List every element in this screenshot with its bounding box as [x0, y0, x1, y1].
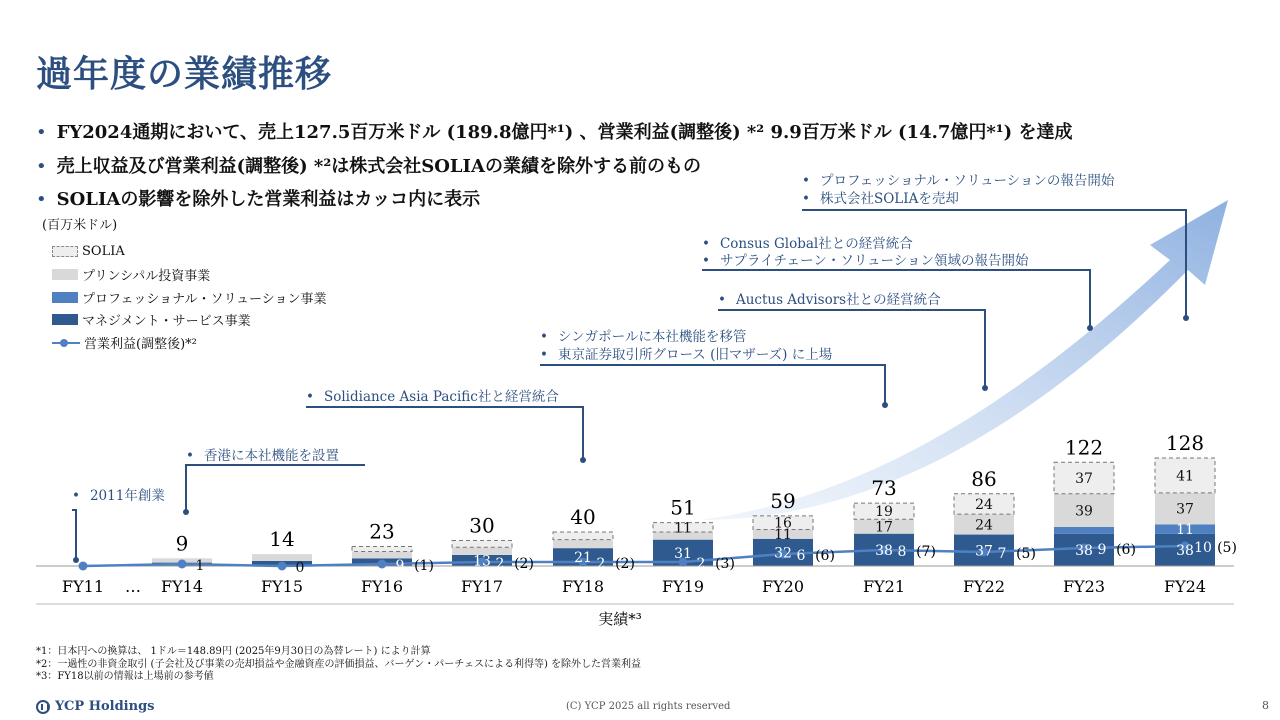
x-tick-label: FY17: [460, 577, 504, 596]
annotation-hongkong: • 香港に本社機能を設置: [186, 448, 339, 464]
x-tick-label: …: [125, 577, 141, 596]
leader-solidiance: [306, 407, 583, 460]
anchor-dot-solidiance: [580, 457, 586, 463]
annotation-text: 東京証券取引所グロース (旧マザーズ) に上場: [557, 347, 833, 363]
legend-label: 営業利益(調整後)*²: [84, 337, 197, 352]
page-number: 8: [1262, 699, 1269, 712]
bullet-text: SOLIAの影響を除外した営業利益はカッコ内に表示: [56, 189, 481, 210]
bullet-text: 売上収益及び営業利益(調整後) *²は株式会社SOLIAの業績を除外する前のもの: [56, 156, 701, 177]
legend-label: SOLIA: [82, 244, 125, 259]
operating-profit-label: 2: [596, 556, 606, 572]
x-tick-label: FY21: [862, 577, 906, 596]
x-tick-label: FY20: [761, 577, 805, 596]
operating-profit-ex-solia-label: (7): [916, 544, 936, 560]
bar-total-label: 40: [570, 505, 596, 529]
bar-value-label: 37: [1075, 471, 1093, 488]
footnotes: [36, 646, 641, 684]
anchor-dot-founded: [73, 557, 79, 563]
bar-value-label: 38: [875, 542, 893, 559]
annotation-supplychain: • サプライチェーン・ソリューション領域の報告開始: [702, 253, 1029, 269]
x-tick-label: FY11: [61, 577, 105, 596]
bar-solia: [452, 541, 512, 548]
anchor-dot-hongkong: [183, 509, 189, 515]
ycp-logo-icon: [36, 700, 50, 714]
bar-value-label: 16: [774, 515, 792, 532]
bar-value-label: 32: [774, 545, 792, 562]
legend-label: マネジメント・サービス事業: [82, 314, 251, 329]
bar-value-label: 37: [1176, 501, 1194, 518]
anchor-dot-consus: [1087, 325, 1093, 331]
bar-value-label: 21: [574, 550, 592, 567]
bullet-text: FY2024通期において、売上127.5百万米ドル (189.8億円*¹) 、営業利益(調整後) *² 9.9百万米ドル (14.7億円*¹) を達成: [56, 122, 1073, 143]
x-tick-label: FY22: [962, 577, 1006, 596]
unit-label: (百万米ドル): [42, 218, 118, 233]
operating-profit-label: 1: [195, 558, 205, 574]
legend-label: プリンシパル投資事業: [82, 269, 211, 284]
x-tick-label: FY23: [1062, 577, 1106, 596]
bar-total-label: 23: [369, 519, 395, 544]
footnote-2: *2：一過性の非資金取引 (子会社及び事業の売却損益や金融資産の評価損益、バーゲン・パーチェスによる利得等) を除外した営業利益: [36, 658, 642, 670]
bar-total-label: 59: [770, 488, 796, 513]
x-tick-label: FY24: [1163, 577, 1207, 596]
copyright: (C) YCP 2025 all rights reserved: [566, 701, 731, 712]
bar-total-label: 14: [269, 527, 295, 552]
x-tick-label: FY15: [260, 577, 304, 596]
operating-profit-ex-solia-label: (5): [1016, 546, 1036, 562]
operating-profit-point: [278, 562, 287, 571]
annotation-text: Auctus Advisors社との経営統合: [735, 292, 941, 308]
operating-profit-label: 9: [1097, 542, 1107, 558]
leader-consus: [702, 270, 1090, 328]
annotation-text: Consus Global社との経営統合: [719, 236, 913, 252]
page-title: 過年度の業績推移: [36, 53, 333, 95]
bar-value-label: 41: [1176, 468, 1194, 485]
operating-profit-point: [178, 560, 187, 569]
operating-profit-label: 2: [495, 556, 505, 572]
logo-text: YCP Holdings: [55, 699, 155, 714]
bar-value-label: 17: [875, 519, 893, 536]
annotation-founded: • 2011年創業: [72, 488, 165, 504]
bar-value-label: 38: [1075, 542, 1093, 559]
operating-profit-label: 6: [796, 548, 806, 564]
annotation-solidiance: • Solidiance Asia Pacific社と経営統合: [306, 389, 559, 405]
company-logo: [36, 699, 154, 714]
annotation-text: 香港に本社機能を設置: [203, 448, 339, 464]
footnote-1: *1：日本円への換算は、 1ドル＝148.89円 (2025年9月30日の為替レート) により計算: [36, 646, 431, 657]
operating-profit-ex-solia-label: (6): [815, 548, 835, 564]
leader-hongkong: [186, 465, 365, 512]
bar-value-label: 11: [674, 520, 692, 537]
operating-profit-label: 7: [997, 546, 1007, 562]
footnote-3: *3：FY18以前の情報は上場前の参考値: [36, 671, 214, 682]
bar-total-label: 128: [1165, 431, 1205, 456]
x-axis-caption: 実績*³: [598, 610, 642, 628]
annotation-singapore: • シンガポールに本社機能を移管: [540, 329, 747, 345]
bar-value-label: 11: [774, 527, 792, 544]
annotation-text: サプライチェーン・ソリューション領域の報告開始: [719, 253, 1029, 269]
annotation-text: 2011年創業: [89, 488, 165, 504]
anchor-dot-listing: [882, 402, 888, 408]
growth-arrow: [700, 200, 1228, 520]
bar-total-label: 122: [1064, 435, 1104, 460]
operating-profit-label: 0: [295, 560, 305, 576]
annotation-consus: • Consus Global社との経営統合: [702, 236, 913, 252]
operating-profit-ex-solia-label: (3): [715, 556, 735, 572]
bar-value-label: 39: [1075, 503, 1093, 520]
operating-profit-point: [378, 560, 387, 569]
bar-value-label: 13: [473, 553, 491, 570]
annotation-text: シンガポールに本社機能を移管: [557, 329, 747, 345]
anchor-dot-auctus: [982, 385, 988, 391]
annotation-solia-sale: • 株式会社SOLIAを売却: [802, 191, 959, 207]
bar-value-label: 19: [875, 504, 893, 521]
bar-value-label: 24: [975, 496, 993, 513]
annotation-anchor-dots: [73, 315, 1189, 563]
operating-profit-ex-solia-label: (2): [615, 556, 635, 572]
legend-label: プロフェッショナル・ソリューション事業: [82, 292, 327, 307]
x-axis: [36, 566, 1234, 604]
bar-value-label: 31: [674, 545, 692, 562]
bar-value-label: 11: [1176, 522, 1194, 539]
bar-total-label: 73: [871, 476, 897, 501]
x-tick-label: FY14: [160, 577, 204, 596]
operating-profit-ex-solia-label: (1): [414, 558, 434, 574]
operating-profit-ex-solia-label: (6): [1116, 542, 1136, 558]
leader-founded: [72, 510, 76, 560]
bar-solia: [352, 546, 412, 551]
annotation-professional-start: • プロフェッショナル・ソリューションの報告開始: [802, 173, 1115, 189]
annotation-auctus: • Auctus Advisors社との経営統合: [718, 292, 941, 308]
bar-value-label: 37: [975, 543, 993, 560]
bullet-dot: •: [36, 189, 47, 210]
bullet-dot: •: [36, 156, 47, 177]
bar-value-label: 24: [975, 517, 993, 534]
bar-total-label: 51: [670, 495, 696, 520]
operating-profit-label: 10: [1194, 540, 1212, 556]
operating-profit-ex-solia-label: (5): [1217, 540, 1237, 556]
anchor-dot-solia-sale: [1183, 315, 1189, 321]
bar-total-label: 86: [971, 466, 997, 491]
x-tick-label: FY19: [661, 577, 705, 596]
bar-principal: [553, 540, 613, 549]
x-tick-label: FY16: [360, 577, 404, 596]
x-tick-label: FY18: [561, 577, 605, 596]
leader-listing: [540, 365, 885, 405]
operating-profit-label: 9: [395, 558, 405, 574]
operating-profit-label: 8: [897, 544, 907, 560]
bar-professional: [1054, 527, 1114, 534]
bar-solia: [553, 532, 613, 540]
annotation-text: Solidiance Asia Pacific社と経営統合: [323, 389, 559, 405]
bar-total-label: 9: [175, 531, 189, 556]
annotation-text: 株式会社SOLIAを売却: [819, 191, 959, 207]
operating-profit-point: [79, 562, 88, 571]
bar-total-label: 30: [469, 513, 495, 538]
annotation-text: プロフェッショナル・ソリューションの報告開始: [819, 173, 1115, 189]
operating-profit-ex-solia-label: (2): [514, 556, 534, 572]
operating-profit-label: 2: [696, 556, 706, 572]
bar-value-label: 38: [1176, 542, 1194, 559]
annotation-listing: • 東京証券取引所グロース (旧マザーズ) に上場: [540, 347, 833, 363]
leader-auctus: [718, 310, 985, 388]
bullet-dot: •: [36, 122, 47, 143]
annotation-leader-lines: [72, 210, 1186, 560]
